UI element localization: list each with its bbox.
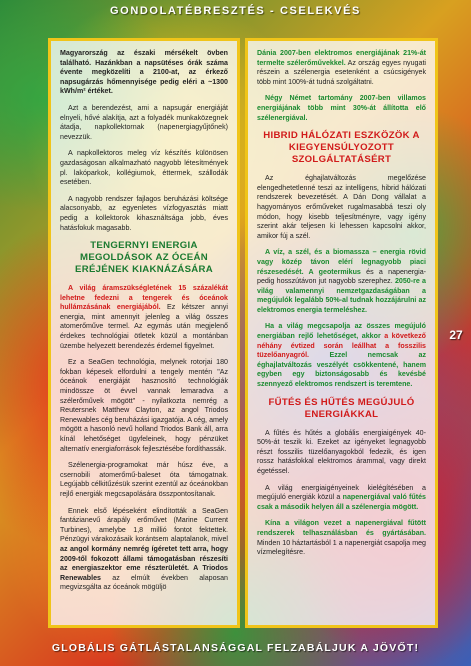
left-column xyxy=(48,38,240,628)
germany-paragraph: Négy Német tartomány 2007-ben villamos energiájának több mint 30%-át állította elő szélenergiával. xyxy=(257,94,426,122)
renewables-share-paragraph: A víz, a szél, és a biomassza – energia rövid vagy közép távon elérí legnagyobb piaci részesedését. A geotermikus és a napenergia-pedig hosszútávon jut nagyobb szerephez. 2050-re a világ valamennyi nemzetgazdaságában a megújulók legalább 50%-al tudnak hozzájárulni az elektromos energia termeléshez. xyxy=(257,248,426,314)
ocean-energy-heading: TENGERNYI ENERGIA MEGOLDÁSOK AZ ÓCEÁN ERÉJÉNEK KIAKNÁZÁSÁRA xyxy=(75,240,213,276)
page-footer: GLOBÁLIS GÁTLÁSTALANSÁGGAL FELZABÁLJUK A JÖVŐT! xyxy=(51,642,420,654)
denmark-paragraph: Dánia 2007-ben elektromos energiájának 21%-át termelte szélerőművekkel. Az ország egyes nyugati részein a szélenergia esetenként a csúcsigények több mint 100%-át tudná szolgáltatni. xyxy=(257,49,426,86)
page-number: 27 xyxy=(449,328,463,342)
china-paragraph: Kína a világon vezet a napenergiával fűtött rendszerek telhasználásban és gyártásában. Minden 10 háztartásból 1 a napenergiát csapolja meg vízmelegítésre. xyxy=(257,519,426,557)
solar-heating-paragraph: A világ energiaigényeinek kielégítésében a megújuló energiák közül a napenergiával való fűtés csak a második helyen áll a szélenergia mögött. xyxy=(257,483,427,511)
intro-paragraph: Magyarország az északi mérsékelt övben található. Hazánkban a napsütéses órák száma évente megközelíti a 2100-at, az érkező napsugárzás hőmennyisége pedig eléri a ~1300 kWh/m² értéket. xyxy=(60,49,228,96)
collector-definition-paragraph: Azt a berendezést, ami a napsugár energiáját elnyeli, hővé alakítja, azt a folyadék munkaközegnek átadja, napkollektornak (napenergiagyűjtőnek) nevezzük. xyxy=(60,103,228,141)
seagen-paragraph: Ez a SeaGen technológia, melynek rotorjai 180 fokban képesek elfordulni a tengely mentén "Az óceánok energiáját hasznosító technológiák mindössze öt évvel vannak lemaradva a szélerőművek mögött" - nyilatkozta nemrég a Reutersnek Matthew Clayton, az angol Triodos Renewables cég beruházási igazgatója. A cég, amely mögött a hasonló nevű holland Triodos Bank áll, arra kínál lehetőséget ügyfeleinek, hogy pénzüket alternatív energiaforrások fejlesztésébe fordíthassák. xyxy=(60,358,228,453)
page-header: GONDOLATÉBRESZTÉS - CSELEKVÉS xyxy=(110,5,361,17)
wave-energy-paragraph: A világ áramszükségletének 15 százalékát lehetne fedezni a tengerek és óceánok hullámzásának energiájából. Ez kétszer annyi energia, mint amennyit jelenleg a világ összes atomerőműve termel. Az egymás után megjelenő érdekes technológiai ötletek közül a montánban üzembe helyezett berendezés érdemel figyelmet. xyxy=(60,284,228,350)
collector-cost-paragraph: A nagyobb rendszer fajlagos beruházási költsége alacsonyabb, az egyenletes vízfogyasztás miatt pedig a kollektorok kihasználtsága jobb, éves hatásfokuk magasabb. xyxy=(60,194,228,232)
wind-program-paragraph: Szélenergia-programokat már húsz éve, a csernobili atomerőmű-baleset óta támogatnak. Legújabb célkitűzésük szerint ezentúl az óceánokban rejlő energiák megcsapolására összpontosítanak. xyxy=(60,461,228,498)
right-column xyxy=(245,38,438,628)
heating-cooling-heading: FŰTÉS ÉS HŰTÉS MEGÚJULÓ ENERGIÁKKAL xyxy=(268,396,415,420)
heating-demand-paragraph: A fűtés és hűtés a globális energiaigények 40-50%-át teszik ki. Ezeket az igényeket legnagyobb részt fosszilis tüzelőanyagokból fedezik, és igen rossz hatásfokkal elektromos árammal, vagy direkt égetéssel. xyxy=(257,428,426,475)
seagen-investment-paragraph: Ennek első lépéseként elindították a SeaGen fantázianevű árapály erőművet (Marine Current Turbines), amelybe 1,8 millió fontot fektettek. Pénzügyi várakozásaik korántsem alaptalanok, mivel az angol kormány nemrég ígéretet tett arra, hogy 2009-től fokozott állami támogatásban részesíti az energiaszektor eme részterületét. A Triodos Renewables az elmúlt években alaposan megvizsgálta az óceánok mögüljö xyxy=(60,506,228,592)
hybrid-grid-heading: HIBRID HÁLÓZATI ESZKÖZÖK A KIEGYENSÚLYOZOTT SZOLGÁLTATÁSÉRT xyxy=(263,130,420,166)
collector-usage-paragraph: A napkollektoros meleg víz készítés különösen gazdaságosan alkalmazható nagyobb létesítmények pl. lakóparkok, kollégiumok, éttermek, szállodák esetében. xyxy=(60,149,228,187)
hybrid-grid-paragraph: Az éghajlatváltozás megelőzése elengedhetetlenné teszi az intelligens, hibrid hálózati rendszerek bevezetését. A Dán Dong vállalat a hagyományos erőműveket rugalmasabbá teszi oly módon, hogy kisebb teljesítményre, vagy igény szerint akár teljesen ki lehessen kapcsolni akkor, amikor fúj a szél. xyxy=(257,174,426,240)
fossil-phaseout-paragraph: Ha a világ megcsapolja az összes megújuló energiában rejlő lehetőséget, akkor a következő néhány évtized során leállhat a fosszilis tüzelőanyagról. Ezzel nemcsak az éghajlatváltozás veszélyét csökkentené, hanem egyben egy biztonságosabb és kevésbé szennyező elektromos rendszert is teremtene. xyxy=(257,322,426,389)
